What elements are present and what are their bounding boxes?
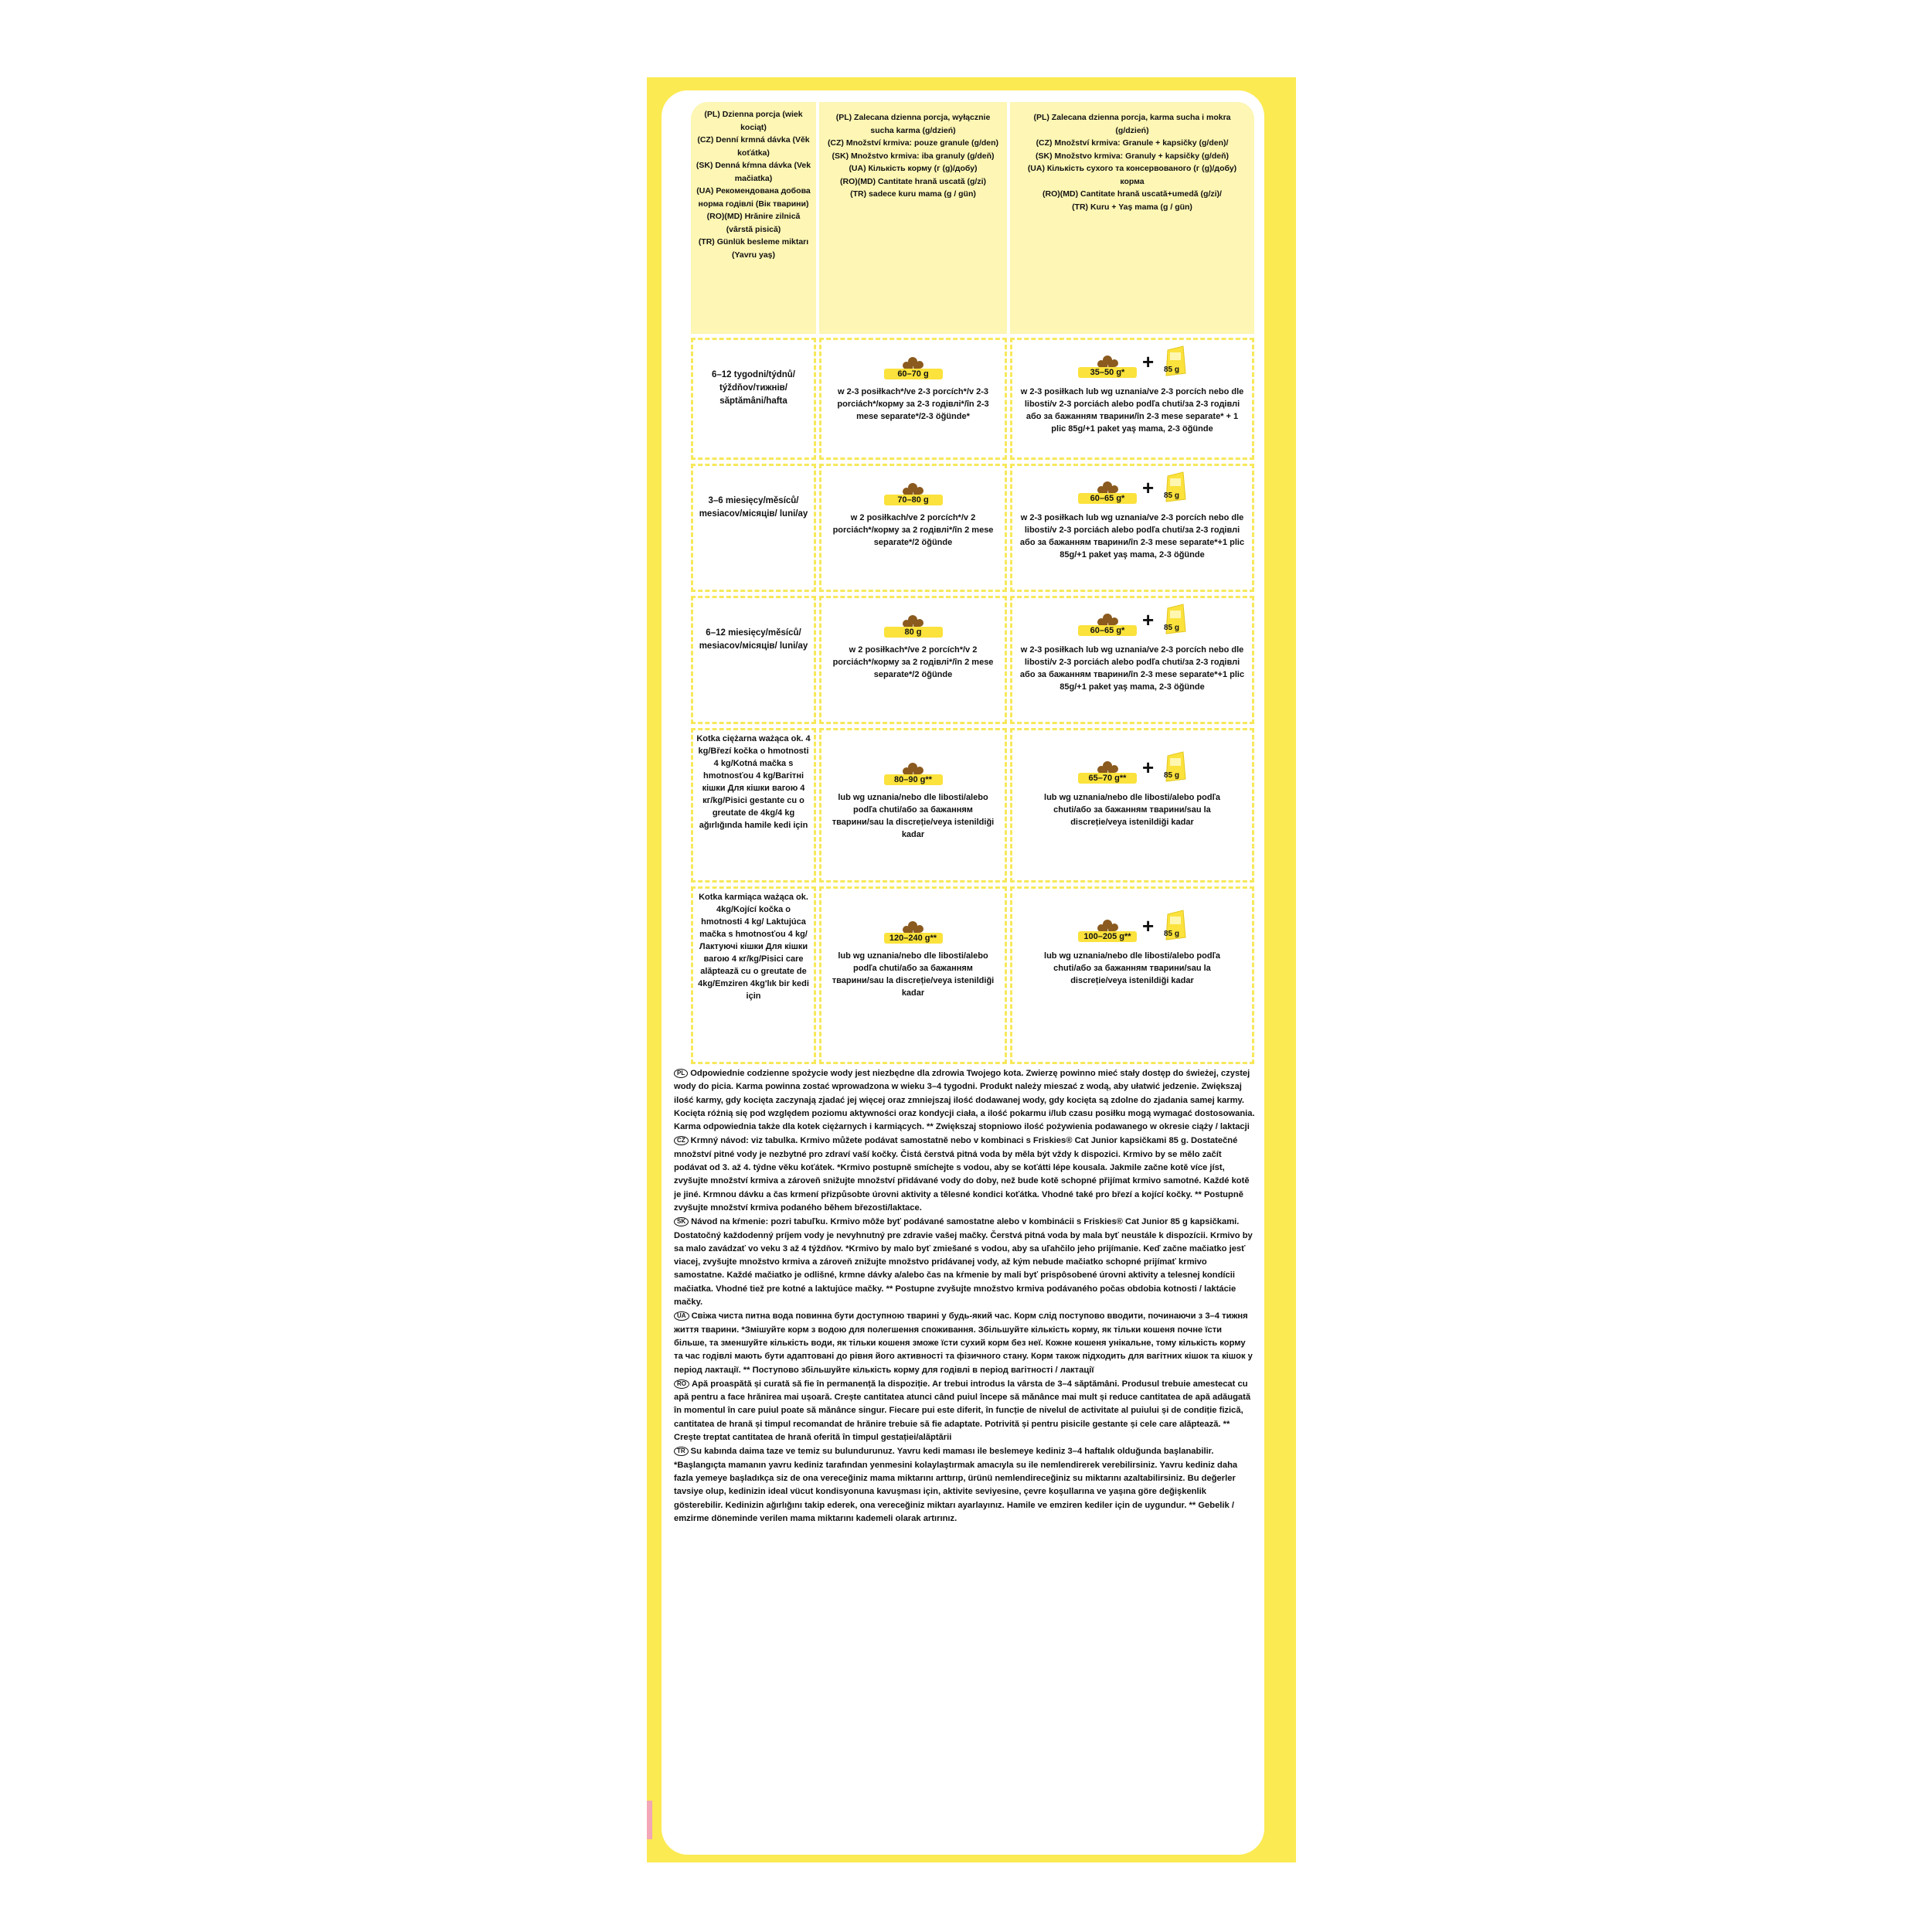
dry-portion-text: lub wg uznania/nebo dle libosti/alebo podľa chuti/або за бажанням тварини/sau la discreție/veya istenildiği kadar	[832, 793, 995, 839]
row-age-label: Kotka ciężarna ważąca ok. 4 kg/Březí kočka o hmotnosti 4 kg/Kotná mačka s hmotnosťou 4 kg/Вагітні кішки Для кішки вагою 4 кг/kg/Pisici gestante cu o greutate de 4kg/4 kg ağırlığında hamile kedi için	[696, 734, 811, 830]
mixed-portion-text: w 2-3 posiłkach lub wg uznania/ve 2-3 porcích nebo dle libosti/v 2-3 porciách alebo podľa chuti/за 2-3 годівлі або за бажанням тварини/în 2-3 mese separate*+1 plic 85g/+1 paket yaş mama, 2-3 öğünde	[1019, 513, 1245, 560]
note-ua	[674, 1310, 1255, 1376]
lang-code-badge: RO	[674, 1379, 689, 1389]
header-mixed-pl: (PL) Zalecana dzienna porcja, karma sucha i mokra (g/dzień)	[1033, 113, 1231, 135]
kibble-icon	[1095, 917, 1121, 933]
header-dry-sk: (SK) Množstvo krmiva: iba granuly (g/deň)	[832, 151, 995, 161]
kibble-icon	[1095, 759, 1121, 774]
header-age-cz: (CZ) Denní krmná dávka (Věk koťátka)	[697, 135, 810, 158]
header-age-column	[691, 102, 816, 334]
row-age-label: 3–6 miesięcy/měsíců/ mesiacov/місяців/ luni/ay	[699, 496, 808, 519]
kibble-icon	[900, 355, 927, 370]
kibble-icon	[900, 919, 927, 934]
dry-portion-text: lub wg uznania/nebo dle libosti/alebo podľa chuti/або за бажанням тварини/sau la discreție/veya istenildiği kadar	[832, 951, 995, 998]
header-age-pl: (PL) Dzienna porcja (wiek kociąt)	[704, 110, 803, 132]
header-mixed-ro: (RO)(MD) Cantitate hrană uscată+umedă (g/zi)/	[1043, 189, 1222, 199]
pouch-amount-label: 85 g	[1164, 771, 1180, 780]
header-dry-pl: (PL) Zalecana dzienna porcja, wyłącznie sucha karma (g/dzień)	[835, 113, 991, 135]
row-dry-cell	[819, 338, 1007, 460]
lang-code-badge: CZ	[674, 1136, 689, 1145]
mixed-amount-badge: 35–50 g*	[1078, 367, 1137, 378]
row-age-cell	[691, 596, 816, 724]
row-mixed-cell	[1010, 596, 1254, 724]
lang-code-badge: PL	[674, 1069, 688, 1078]
kibble-icon	[1095, 611, 1121, 627]
header-dry-ua: (UA) Кількість корму (г (g)/добу)	[849, 164, 978, 173]
row-dry-cell	[819, 596, 1007, 724]
dry-amount-badge: 80–90 g**	[884, 774, 943, 785]
plus-sign: +	[1142, 350, 1155, 373]
note-pl	[674, 1067, 1255, 1134]
row-age-cell	[691, 464, 816, 592]
header-age-ro: (RO)(MD) Hrănire zilnică (vârstă pisică)	[706, 212, 801, 234]
row-age-cell	[691, 338, 816, 460]
mixed-portion-text: lub wg uznania/nebo dle libosti/alebo podľa chuti/або за бажанням тварини/sau la discreție/veya istenildiği kadar	[1044, 951, 1220, 985]
row-age-label: 6–12 tygodni/týdnů/ týždňov/тижнів/ săptămâni/hafta	[712, 370, 795, 406]
pouch-amount-label: 85 g	[1164, 624, 1180, 632]
header-dry-ro: (RO)(MD) Cantitate hrană uscată (g/zi)	[839, 176, 986, 186]
kibble-icon	[900, 760, 927, 776]
lang-code-badge: UA	[674, 1311, 689, 1321]
plus-sign: +	[1142, 914, 1155, 937]
header-age-sk: (SK) Denná kŕmna dávka (Vek mačiatka)	[696, 161, 811, 183]
note-text: Odpowiednie codzienne spożycie wody jest niezbędne dla zdrowia Twojego kota. Zwierzę powinno mieć stały dostęp do świeżej, czystej wody do picia. Karma powinna zostać wprowadzona w wieku 3–4 tygodni. Produkt należy mieszać z wodą, aby ułatwić jedzenie. Zwiększaj ilość karmy, gdy kocięta zaczynają zjadać jej więcej oraz zmniejszaj ilość dodawanej wody, gdy kocięta są zdolne do zjadania samej karmy. Kocięta różnią się pod względem poziomu aktywności oraz kondycji ciała, a ilość pokarmu i/lub czasu posiłku mogą wymagać dostosowania. Karma odpowiednia także dla kotek ciężarnych i karmiących. ** Zwiększaj stopniowo ilość pożywienia podawanego w okresie ciąży / laktacji	[674, 1069, 1255, 1132]
row-dry-cell	[819, 728, 1007, 883]
pink-edge-strip	[647, 1801, 652, 1839]
note-text: Свіжа чиста питна вода повинна бути доступною тварині у будь-який час. Корм слід поступово вводити, починаючи з 3–4 тижня життя тварини. *Змішуйте корм з водою для полегшення споживання. Збільшуйте кількість корму, як тільки кошеня почне їсти більше, та зменшуйте кількість води, як тільки кошеня зможе їсти сухий корм без неї. Кожне кошеня унікальне, тому кількість корму та час годівлі мають бути адаптовані до рівня його активності та фізичного стану. Корм також підходить для вагітних кішок та кішок у період лактації. ** Поступово збільшуйте кількість корму для годівлі в період вагітності / лактації	[674, 1311, 1253, 1375]
feeding-notes	[674, 1067, 1255, 1526]
mixed-amount-badge: 65–70 g**	[1078, 773, 1137, 784]
row-dry-cell	[819, 464, 1007, 592]
row-mixed-cell	[1010, 886, 1254, 1064]
dry-portion-text: w 2-3 posiłkach*/ve 2-3 porcích*/v 2-3 porciách*/корму за 2-3 годівлі*/în 2-3 mese separate*/2-3 öğünde*	[837, 387, 989, 421]
header-age-ua: (UA) Рекомендована добова норма годівлі (Вік тварини)	[696, 186, 811, 209]
kibble-icon	[900, 481, 927, 496]
header-dry-column	[819, 102, 1007, 334]
pouch-amount-label: 85 g	[1164, 492, 1180, 500]
mixed-amount-badge: 60–65 g*	[1078, 625, 1137, 636]
lang-code-badge: SK	[674, 1217, 689, 1226]
mixed-portion-text: w 2-3 posiłkach lub wg uznania/ve 2-3 porcích nebo dle libosti/v 2-3 porciách alebo podľa chuti/за 2-3 годівлі або за бажанням тварини/în 2-3 mese separate*+1 plic 85g/+1 paket yaş mama, 2-3 öğünde	[1019, 645, 1245, 692]
dry-amount-badge: 80 g	[884, 627, 943, 638]
mixed-portion-text: lub wg uznania/nebo dle libosti/alebo podľa chuti/або за бажанням тварини/sau la discreție/veya istenildiği kadar	[1044, 793, 1220, 827]
row-age-label: Kotka karmiąca ważąca ok. 4kg/Kojící kočka o hmotnosti 4 kg/ Laktujúca mačka s hmotnosťou 4 kg/Лактуючі кішки Для кішки вагою 4 кг/kg/Pisici care alăptează cu o greutate de 4kg/Emziren 4kg'lık bir kedi için	[698, 893, 809, 1001]
header-mixed-sk: (SK) Množstvo krmiva: Granuly + kapsičky (g/deň)	[1035, 151, 1230, 161]
row-age-label: 6–12 miesięcy/měsíců/ mesiacov/місяців/ luni/ay	[699, 628, 808, 651]
dry-amount-badge: 60–70 g	[884, 369, 943, 379]
note-text: Krmný návod: viz tabulka. Krmivo můžete podávat samostatně nebo v kombinaci s Friskies® Cat Junior kapsičkami 85 g. Dostatečné množství pitné vody je nezbytné pro zdraví vaší kočky. Čistá čerstvá pitná voda by měla být vždy k dispozici. Krmivo by se mělo začít podávat od 3. až 4. týdne věku koťátek. *Krmivo postupně smíchejte s vodou, aby se koťátti lépe kousala. Jakmile začne kotě více jíst, zvyšujte množství krmiva a zároveň snižujte množství přidávané vody do doby, než bude kotě schopné přijímat krmivo samotné. Každé kotě je jiné. Krmnou dávku a čas krmení přizpůsobte úrovni aktivity a tělesné kondici koťátka. Vhodné také pro březí a kojící kočky. ** Postupně zvyšujte množství krmiva podaného během březosti/laktace.	[674, 1136, 1250, 1213]
note-cz	[674, 1134, 1255, 1215]
note-text: Apă proaspătă și curată să fie în permanență la dispoziție. Ar trebui introdus la vârsta de 3–4 săptămâni. Produsul trebuie amestecat cu apă pentru a face hrănirea mai ușoară. Crește cantitatea atunci când puiul începe să mănânce mai mult și reduce cantitatea de apă adăugată în momentul în care puiul poate să mănânce singur. Fiecare pui este diferit, în funcție de nivelul de activitate al puiului și de condiție fizică, cantitatea de hrană și timpul recomandat de hrănire trebuie să fie adaptate. Potrivită și pentru pisicile gestante și cele care alăptează. ** Crește treptat cantitatea de hrană oferită în timpul gestației/alăptării	[674, 1379, 1251, 1443]
plus-sign: +	[1142, 476, 1155, 499]
row-age-cell	[691, 886, 816, 1064]
plus-sign: +	[1142, 608, 1155, 631]
dry-amount-badge: 70–80 g	[884, 495, 943, 505]
mixed-amount-badge: 100–205 g**	[1078, 931, 1137, 942]
row-age-cell	[691, 728, 816, 883]
header-mixed-column	[1010, 102, 1254, 334]
pouch-amount-label: 85 g	[1164, 930, 1180, 938]
plus-sign: +	[1142, 756, 1155, 779]
note-text: Návod na kŕmenie: pozri tabuľku. Krmivo môže byť podávané samostatne alebo v kombinácii s Friskies® Cat Junior 85 g kapsičkami. Dostatočný každodenný príjem vody je nevyhnutný pre zdravie vašej mačky. Čerstvá pitná voda by mala byť neustále k dispozícii. Krmivo by sa malo zavádzať vo veku 3 až 4 týždňov. *Krmivo by malo byť zmiešané s vodou, aby sa uľahčilo jeho prijímanie. Keď začne mačiatko jesť viacej, zvyšujte množstvo krmiva a zároveň znižujte množstvo pridávanej vody, až kým nebude mačiatko schopné prijímať krmivo samostatne. Každé mačiatko je odlišné, krmne dávky a/alebo čas na kŕmenie by mali byť prispôsobené úrovni aktivity a telesnej kondícii mačiatka. Vhodné tiež pre kotné a laktujúce mačky. ** Postupne zvyšujte množstvo krmiva podávaného počas obdobia kotnosti / laktácie mačky.	[674, 1217, 1253, 1308]
dry-portion-text: w 2 posiłkach/ve 2 porcích*/v 2 porciách*/корму за 2 годівлі*/în 2 mese separate*/2 öğünde	[832, 513, 994, 547]
note-sk	[674, 1216, 1255, 1309]
pouch-amount-label: 85 g	[1164, 366, 1180, 374]
header-mixed-tr: (TR) Kuru + Yaş mama (g / gün)	[1072, 202, 1192, 212]
header-mixed-cz: (CZ) Množství krmiva: Granule + kapsičky (g/den)/	[1036, 138, 1229, 148]
row-mixed-cell	[1010, 338, 1254, 460]
row-mixed-cell	[1010, 464, 1254, 592]
row-mixed-cell	[1010, 728, 1254, 883]
mixed-portion-text: w 2-3 posiłkach lub wg uznania/ve 2-3 porcích nebo dle libosti/v 2-3 porciách alebo podľa chuti/за 2-3 годівлі або за бажанням тварини/în 2-3 mese separate* + 1 plic 85g/+1 paket yaş mama, 2-3 öğünde	[1020, 387, 1244, 434]
kibble-icon	[900, 613, 927, 628]
header-age-tr: (TR) Günlük besleme miktarı (Yavru yaş)	[698, 237, 809, 260]
note-tr	[674, 1445, 1255, 1526]
header-dry-tr: (TR) sadece kuru mama (g / gün)	[850, 189, 976, 199]
mixed-amount-badge: 60–65 g*	[1078, 493, 1137, 504]
dry-amount-badge: 120–240 g**	[884, 933, 943, 944]
row-dry-cell	[819, 886, 1007, 1064]
kibble-icon	[1095, 353, 1121, 369]
dry-portion-text: w 2 posiłkach*/ve 2 porcích*/v 2 porciách*/корму за 2 годівлі*/în 2 mese separate*/2 öğünde	[832, 645, 994, 679]
lang-code-badge: TR	[674, 1447, 689, 1456]
header-dry-cz: (CZ) Množství krmiva: pouze granule (g/den)	[827, 138, 999, 148]
kibble-icon	[1095, 479, 1121, 495]
header-mixed-ua: (UA) Кількість сухого та консервованого (г (g)/добу) корма	[1027, 164, 1237, 186]
note-ro	[674, 1378, 1255, 1444]
note-text: Su kabında daima taze ve temiz su bulundurunuz. Yavru kedi maması ile beslemeye kediniz 3–4 haftalık olduğunda başlanabilir. *Başlangıçta mamanın yavru kediniz tarafından yenmesini kolaylaştırmak amacıyla su ile nemlendirerek verebilirsiniz. Yavru kediniz daha fazla yemeye başladıkça siz de ona vereceğiniz mama miktarını arttırıp, ürünü nemlendireceğiniz su miktarını azaltabilirsiniz. Bu değerler tavsiye olup, kedinizin ideal vücut kondisyonuna kavuşması için, aktivite seviyesine, çevre koşullarına ve yaşına göre değişkenlik gösterebilir. Kedinizin ağırlığını takip ederek, ona vereceğiniz miktarı ayarlayınız. Hamile ve emziren kediler için de uygundur. ** Gebelik / emzirme döneminde verilen mama miktarını kademeli olarak artırınız.	[674, 1447, 1238, 1523]
